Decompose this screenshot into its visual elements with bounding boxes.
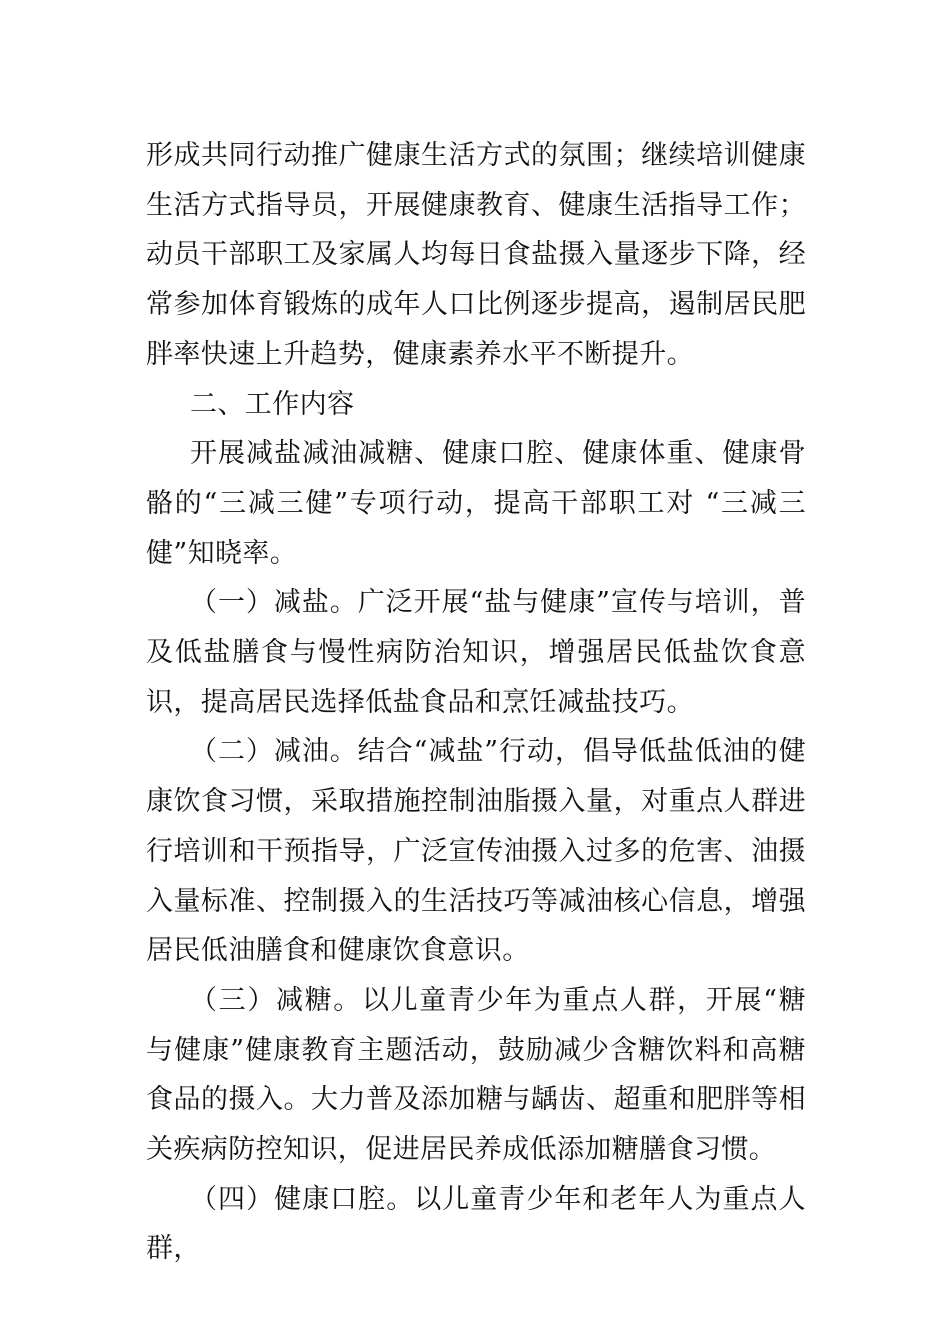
item-reduce-salt-paragraph: （一）减盐。广泛开展“盐与健康”宣传与培训，普及低盐膳食与慢性病防治知识，增强居民低盐饮食意识，提高居民选择低盐食品和烹饪减盐技巧。 (146, 587, 806, 718)
document-body (146, 131, 806, 1274)
item-oral-health-paragraph: （四）健康口腔。以儿童青少年和老年人为重点人群， (146, 1183, 806, 1265)
item-reduce-oil-paragraph: （二）减油。结合“减盐”行动，倡导低盐低油的健康饮食习惯，采取措施控制油脂摄入量，对重点人群进行培训和干预指导，广泛宣传油摄入过多的危害、油摄入量标准、控制摄入的生活技巧等减油核心信息，增强居民低油膳食和健康饮食意识。 (146, 736, 806, 967)
goal-paragraph-continued: 形成共同行动推广健康生活方式的氛围；继续培训健康生活方式指导员，开展健康教育、健康生活指导工作；动员干部职工及家属人均每日食盐摄入量逐步下降，经常参加体育锻炼的成年人口比例逐步提高，遏制居民肥胖率快速上升趋势，健康素养水平不断提升。 (146, 140, 806, 370)
section-heading-work-content: 二、工作内容 (190, 388, 355, 420)
item-reduce-sugar-paragraph: （三）减糖。以儿童青少年为重点人群，开展“糖与健康”健康教育主题活动，鼓励减少含糖饮料和高糖食品的摄入。大力普及添加糖与龋齿、超重和肥胖等相关疾病防控知识，促进居民养成低添加糖膳食习惯。 (146, 984, 806, 1166)
section-intro-paragraph: 开展减盐减油减糖、健康口腔、健康体重、健康骨骼的“三减三健”专项行动，提高干部职工对 “三减三健”知晓率。 (146, 438, 806, 569)
